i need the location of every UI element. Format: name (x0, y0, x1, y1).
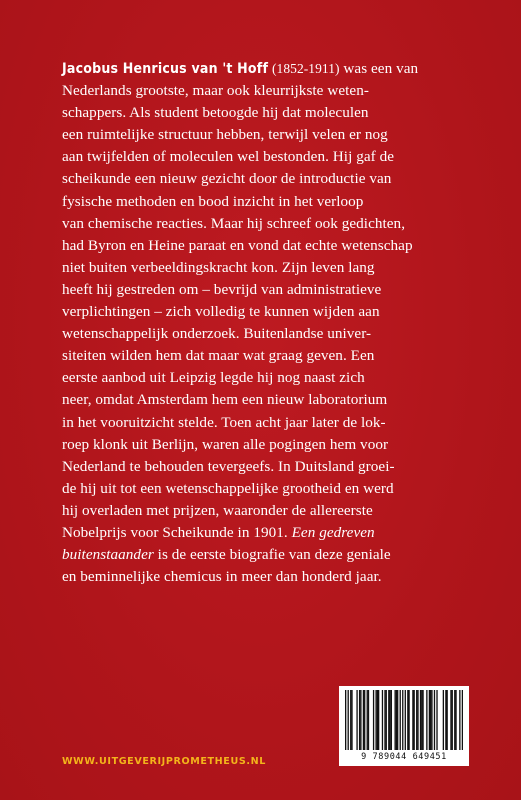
blurb-segment: de hij uit tot een wetenschappelijke grootheid en werd (62, 479, 394, 497)
barcode-bar (447, 690, 448, 750)
barcode-bars (345, 690, 463, 750)
blurb-line (62, 80, 467, 102)
barcode-bar (412, 690, 413, 750)
barcode-bar (420, 690, 421, 750)
barcode-bar (391, 690, 392, 750)
barcode-bar (450, 690, 451, 750)
barcode-bar (400, 690, 401, 750)
barcode-bar (396, 690, 397, 750)
blurb-segment: roep klonk uit Berlijn, waren alle pogingen hem voor (62, 435, 389, 453)
barcode-bar (417, 690, 418, 750)
barcode-bar (384, 690, 385, 750)
blurb-segment: eerste aanbod uit Leipzig legde hij nog naast zich (62, 369, 365, 387)
barcode-bar (388, 690, 389, 750)
barcode-bar (356, 690, 357, 750)
barcode-bar (386, 690, 387, 750)
blurb-segment: Nobelprijs voor Scheikunde in 1901. (62, 523, 292, 541)
barcode-bar (431, 690, 432, 750)
blurb-segment: verplichtingen – zich volledig te kunnen wijden aan (62, 303, 380, 321)
barcode-bar (382, 690, 383, 750)
blurb-segment: schappers. Als student betoogde hij dat moleculen (62, 104, 369, 122)
barcode-bar (375, 690, 376, 750)
blurb-segment: wetenschappelijk onderzoek. Buitenlandse univer- (62, 325, 372, 343)
barcode-bar (408, 690, 409, 750)
isbn-barcode (339, 686, 469, 766)
barcode-bar (402, 690, 403, 750)
barcode-bar (452, 690, 453, 750)
barcode-bar (443, 690, 444, 750)
barcode-bar (359, 690, 360, 750)
blurb-segment: Nederland te behouden tevergeefs. In Duitsland groei- (62, 457, 395, 475)
barcode-bar (436, 690, 437, 750)
barcode-bar (421, 690, 422, 750)
blurb-segment: fysische methoden en bood inzicht in het verloop (62, 192, 364, 210)
barcode-bar (368, 690, 369, 750)
barcode-bar (416, 690, 417, 750)
barcode-bar (434, 690, 435, 750)
barcode-bar (350, 690, 351, 750)
blurb-segment: in het vooruitzicht stelde. Toen acht jaar later de lok- (62, 413, 386, 431)
blurb-line (62, 279, 467, 301)
blurb-segment: hij overladen met prijzen, waaronder de allereerste (62, 501, 373, 519)
barcode-bar (422, 690, 423, 750)
blurb-line (62, 191, 467, 213)
barcode-bar (348, 690, 349, 750)
barcode-bar (407, 690, 408, 750)
blurb-line (62, 367, 467, 389)
barcode-bar (430, 690, 431, 750)
barcode-bar (378, 690, 379, 750)
barcode-bar (345, 690, 346, 750)
book-title-text: Een gedreven (291, 523, 375, 541)
barcode-bar (405, 690, 406, 750)
blurb-line (62, 58, 467, 80)
blurb-segment: neer, omdat Amsterdam hem een nieuw laboratorium (62, 391, 388, 409)
blurb-line (62, 257, 467, 279)
blurb-line (62, 456, 467, 478)
blurb-line (62, 522, 467, 544)
blurb-segment: was een van (339, 60, 419, 77)
barcode-bar (462, 690, 463, 750)
blurb-line (62, 124, 467, 146)
barcode-bar (360, 690, 361, 750)
blurb-segment: en beminnelijke chemicus in meer dan honderd jaar. (62, 568, 382, 586)
barcode-bar (394, 690, 395, 750)
blurb-line (62, 412, 467, 434)
blurb-segment: Nederlands grootste, maar ook kleurrijkste weten- (62, 82, 369, 100)
blurb-segment: een ruimtelijke structuur hebben, terwijl velen er nog (62, 126, 388, 144)
barcode-bar (363, 690, 364, 750)
barcode-bar (445, 690, 446, 750)
barcode-bar (455, 690, 456, 750)
blurb-segment: scheikunde een nieuw gezicht door de introductie van (62, 170, 392, 188)
barcode-bar (426, 690, 427, 750)
barcode-bar (389, 690, 390, 750)
barcode-bar (429, 690, 430, 750)
blurb-segment: van chemische reacties. Maar hij schreef ook gedichten, (62, 214, 406, 232)
barcode-bar (414, 690, 415, 750)
blurb-line (62, 566, 467, 588)
blurb-line (62, 146, 467, 168)
blurb-line (62, 434, 467, 456)
blurb-line (62, 323, 467, 345)
barcode-bar (351, 690, 352, 750)
blurb-line (62, 544, 467, 566)
blurb-segment: siteiten wilden hem dat maar wat graag geven. Een (62, 347, 375, 365)
blurb-line (62, 345, 467, 367)
blurb-line (62, 168, 467, 190)
barcode-bar (459, 690, 460, 750)
barcode-bar (397, 690, 398, 750)
author-name: Jacobus Henricus van 't Hoff (62, 61, 269, 77)
blurb-segment: had Byron en Heine paraat en vond dat echte wetenschap (62, 236, 413, 254)
publisher-website[interactable]: WWW.UITGEVERIJPROMETHEUS.NL (62, 756, 266, 767)
barcode-bar (364, 690, 365, 750)
blurb-line (62, 235, 467, 257)
blurb-segment: aan twijfelden of moleculen wel bestonden. Hij gaf de (62, 148, 395, 166)
blurb-segment: heeft hij gestreden om – bevrijd van administratieve (62, 280, 382, 298)
blurb-line (62, 389, 467, 411)
blurb-segment: is de eerste biografie van deze geniale (153, 546, 391, 564)
life-years: (1852-1911) (272, 61, 340, 76)
blurb-line (62, 213, 467, 235)
barcode-bar (367, 690, 368, 750)
blurb-line (62, 301, 467, 323)
blurb-segment: niet buiten verbeeldingskracht kon. Zijn leven lang (62, 258, 375, 276)
blurb-line (62, 102, 467, 124)
blurb-text (62, 58, 467, 588)
barcode-bar (373, 690, 374, 750)
barcode-bar (377, 690, 378, 750)
blurb-line (62, 478, 467, 500)
blurb-line (62, 500, 467, 522)
isbn-digits: 9 789044 649451 (361, 752, 447, 762)
book-title-text: buitenstaander (62, 546, 154, 564)
barcode-bar (454, 690, 455, 750)
